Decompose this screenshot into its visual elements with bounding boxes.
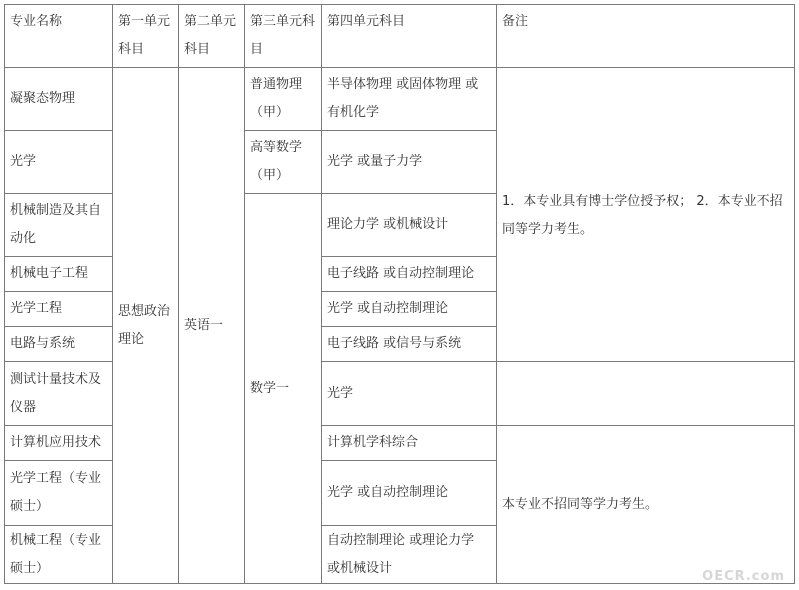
unit4-cell: 半导体物理 或固体物理 或有机化学 — [322, 68, 497, 131]
major-cell: 机械制造及其自动化 — [5, 194, 113, 257]
remarks-cell — [497, 362, 795, 426]
header-unit-2: 第二单元科目 — [179, 5, 245, 68]
header-unit-1: 第一单元科目 — [113, 5, 179, 68]
unit2-cell: 英语一 — [179, 68, 245, 584]
admission-subjects-table — [4, 4, 795, 584]
major-cell: 电路与系统 — [5, 327, 113, 362]
major-cell: 光学 — [5, 131, 113, 194]
unit3-cell: 高等数学（甲） — [245, 131, 322, 194]
unit4-cell: 光学 或自动控制理论 — [322, 292, 497, 327]
major-cell: 机械电子工程 — [5, 257, 113, 292]
header-remarks: 备注 — [497, 5, 795, 68]
unit4-cell: 自动控制理论 或理论力学 或机械设计 — [322, 526, 497, 584]
unit4-cell: 电子线路 或信号与系统 — [322, 327, 497, 362]
table-header-row — [5, 5, 795, 68]
unit3-cell: 数学一 — [245, 194, 322, 584]
major-cell: 光学工程 — [5, 292, 113, 327]
remarks-cell: 本专业不招同等学力考生。 — [497, 426, 795, 584]
header-unit-3: 第三单元科目 — [245, 5, 322, 68]
unit1-cell: 思想政治理论 — [113, 68, 179, 584]
table-row — [5, 68, 795, 131]
major-cell: 计算机应用技术 — [5, 426, 113, 461]
major-cell: 凝聚态物理 — [5, 68, 113, 131]
unit3-cell: 普通物理（甲） — [245, 68, 322, 131]
unit4-cell: 光学 或自动控制理论 — [322, 461, 497, 526]
header-unit-4: 第四单元科目 — [322, 5, 497, 68]
major-cell: 测试计量技术及仪器 — [5, 362, 113, 426]
major-cell: 机械工程（专业硕士） — [5, 526, 113, 584]
header-major-name: 专业名称 — [5, 5, 113, 68]
unit4-cell: 理论力学 或机械设计 — [322, 194, 497, 257]
major-cell: 光学工程（专业硕士） — [5, 461, 113, 526]
watermark: OECR.com — [702, 569, 785, 584]
unit4-cell: 光学 — [322, 362, 497, 426]
unit4-cell: 计算机学科综合 — [322, 426, 497, 461]
unit4-cell: 电子线路 或自动控制理论 — [322, 257, 497, 292]
unit4-cell: 光学 或量子力学 — [322, 131, 497, 194]
remarks-cell: 1．本专业具有博士学位授予权； 2．本专业不招同等学力考生。 — [497, 68, 795, 362]
